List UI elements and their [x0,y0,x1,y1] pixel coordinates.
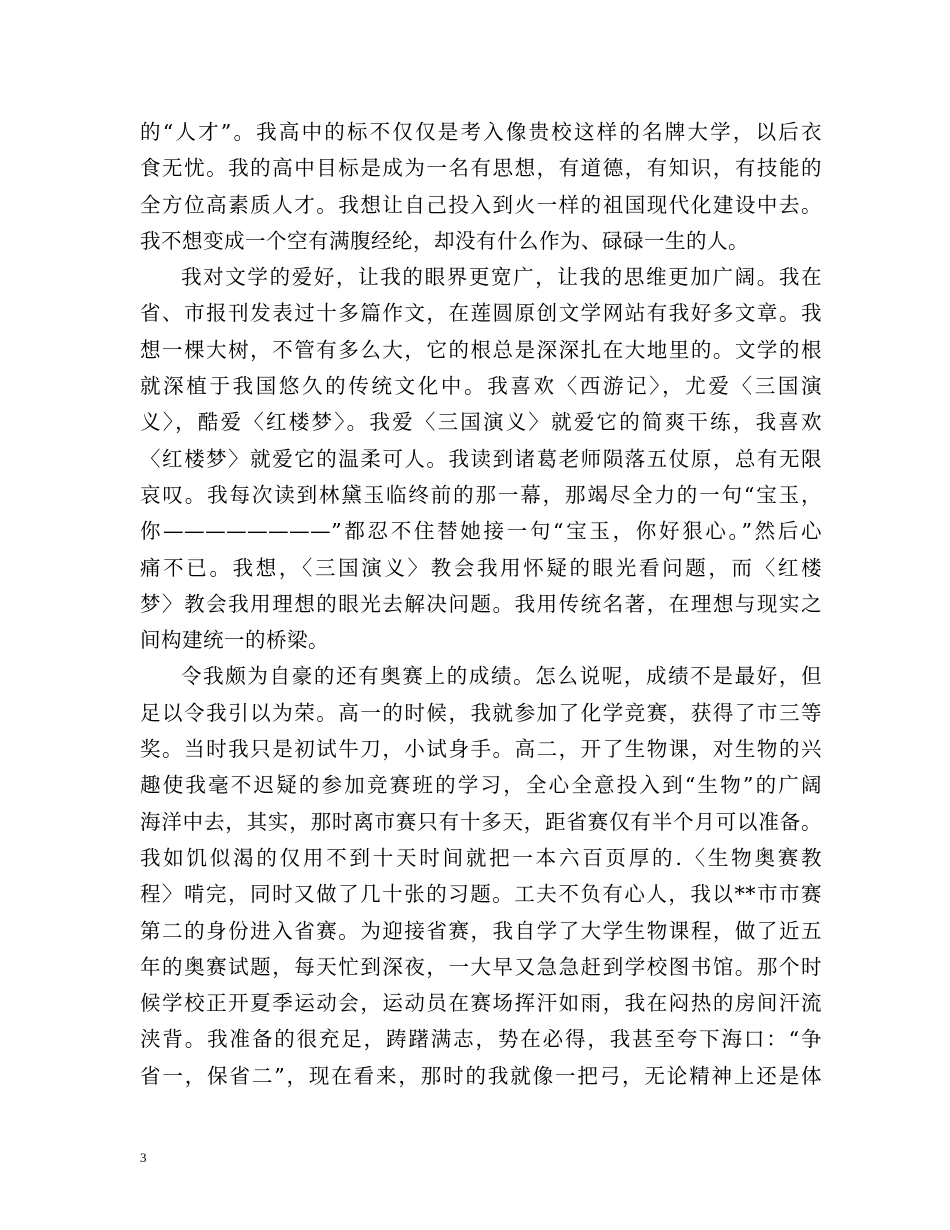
text-line: 想一棵大树，不管有多么大，它的根总是深深扎在大地里的。文学的根 [140,337,822,362]
paragraph-2 [140,259,822,658]
paragraph-1 [140,114,822,259]
text-line: 候学校正开夏季运动会，运动员在赛场挥汗如雨，我在闷热的房间汗流 [140,991,822,1016]
text-line: 我对文学的爱好，让我的眼界更宽广，让我的思维更加广阔。我在 [181,265,822,290]
text-line: 海洋中去，其实，那时离市赛只有十多天，距省赛仅有半个月可以准备。 [140,809,822,834]
page-number: 3 [140,1150,147,1165]
text-line: 的“人才”。我高中的标不仅仅是考入像贵校这样的名牌大学，以后衣 [140,120,822,144]
text-line: 全方位高素质人才。我想让自己投入到火一样的祖国现代化建设中去。 [140,192,822,217]
text-line: 年的奥赛试题，每天忙到深夜，一大早又急急赶到学校图书馆。那个时 [140,954,822,979]
body-text [140,114,822,1094]
text-line: 浃背。我准备的很充足，踌躇满志，势在必得，我甚至夸下海口：“争 [140,1027,822,1052]
text-line: 第二的身份进入省赛。为迎接省赛，我自学了大学生物课程，做了近五 [140,918,822,943]
text-line: 奖。当时我只是初试牛刀，小试身手。高二，开了生物课，对生物的兴 [140,737,822,762]
text-line: 间构建统一的桥梁。 [140,628,329,653]
text-line: 义〉，酷爱〈红楼梦〉。我爱〈三国演义〉就爱它的简爽干练，我喜欢 [140,410,822,435]
text-line: 食无忧。我的高中目标是成为一名有思想，有道德，有知识，有技能的 [140,156,822,181]
text-line: 我不想变成一个空有满腹经纶，却没有什么作为、碌碌一生的人。 [140,228,749,253]
text-line: 省一，保省二”，现在看来，那时的我就像一把弓，无论精神上还是体 [140,1063,822,1088]
text-line: 我如饥似渴的仅用不到十天时间就把一本六百页厚的.〈生物奥赛教 [140,845,822,870]
text-line: 哀叹。我每次读到林黛玉临终前的那一幕，那竭尽全力的一句“宝玉， [140,482,822,507]
text-line: 足以令我引以为荣。高一的时候，我就参加了化学竞赛，获得了市三等 [140,700,822,725]
text-line: 趣使我毫不迟疑的参加竞赛班的学习，全心全意投入到“生物”的广阔 [140,773,822,798]
text-line: 你————————”都忍不住替她接一句“宝玉，你好狠心。”然后心 [140,519,822,544]
text-line: 〈红楼梦〉就爱它的温柔可人。我读到诸葛老师陨落五仗原，总有无限 [140,446,822,471]
text-line: 省、市报刊发表过十多篇作文，在莲圆原创文学网站有我好多文章。我 [140,301,822,326]
text-line: 梦〉教会我用理想的眼光去解决问题。我用传统名著，在理想与现实之 [140,591,822,616]
text-line: 痛不已。我想，〈三国演义〉教会我用怀疑的眼光看问题，而〈红楼 [140,555,822,580]
paragraph-3 [140,658,822,1094]
text-line: 程〉啃完，同时又做了几十张的习题。工夫不负有心人，我以**市市赛 [140,882,822,907]
text-line: 令我颇为自豪的还有奥赛上的成绩。怎么说呢，成绩不是最好，但 [181,664,822,689]
text-line: 就深植于我国悠久的传统文化中。我喜欢〈西游记〉，尤爱〈三国演 [140,374,822,399]
